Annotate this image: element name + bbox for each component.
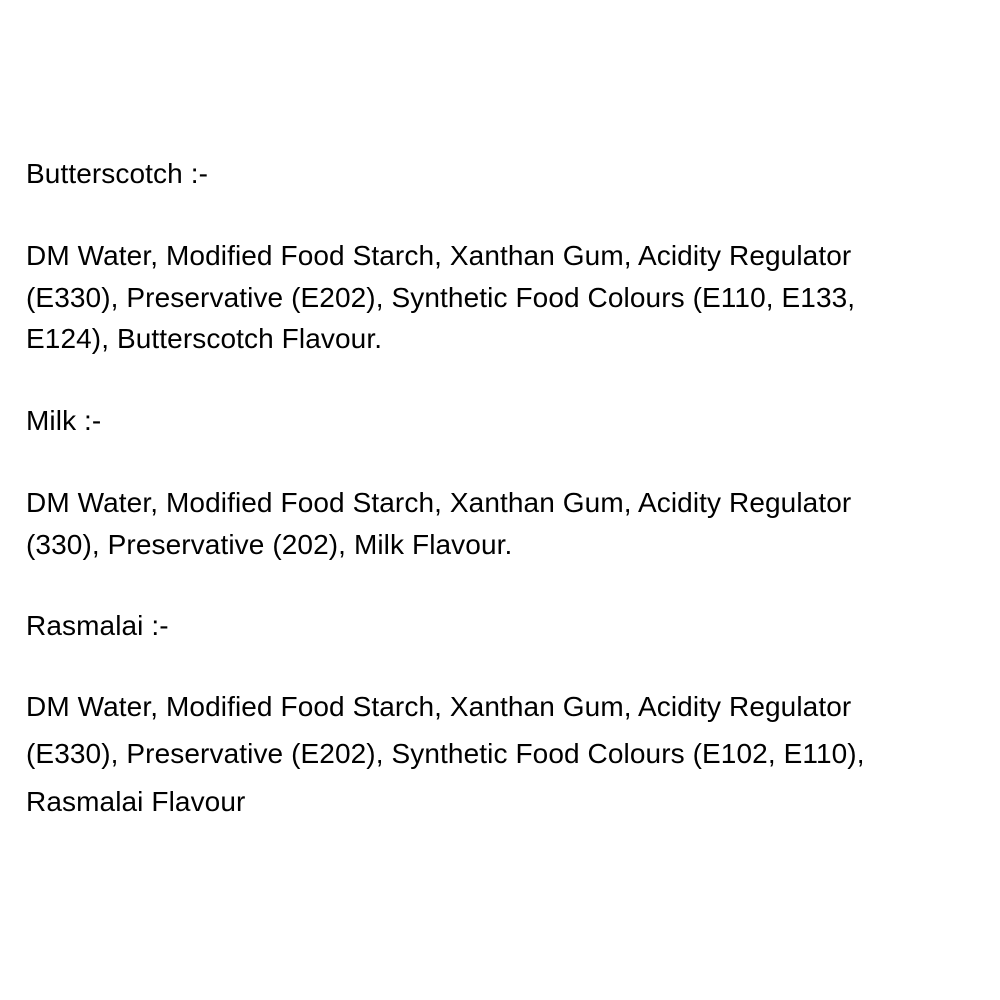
butterscotch-ingredients-line-3: E124), Butterscotch Flavour. <box>26 323 383 354</box>
heading-milk: Milk :- <box>26 405 102 436</box>
ingredients-document <box>26 0 966 1000</box>
heading-rasmalai: Rasmalai :- <box>26 610 169 641</box>
milk-ingredients-line-2: (330), Preservative (202), Milk Flavour. <box>26 529 513 560</box>
butterscotch-ingredients-line-1: DM Water, Modified Food Starch, Xanthan Gum, Acidity Regulator <box>26 240 852 271</box>
rasmalai-ingredients-line-3: Rasmalai Flavour <box>26 786 246 817</box>
milk-ingredients-line-1: DM Water, Modified Food Starch, Xanthan Gum, Acidity Regulator <box>26 487 852 518</box>
heading-butterscotch: Butterscotch :- <box>26 158 209 189</box>
rasmalai-ingredients-line-1: DM Water, Modified Food Starch, Xanthan Gum, Acidity Regulator <box>26 691 852 722</box>
butterscotch-ingredients-line-2: (E330), Preservative (E202), Synthetic Food Colours (E110, E133, <box>26 282 856 313</box>
rasmalai-ingredients-line-2: (E330), Preservative (E202), Synthetic Food Colours (E102, E110), <box>26 738 865 769</box>
